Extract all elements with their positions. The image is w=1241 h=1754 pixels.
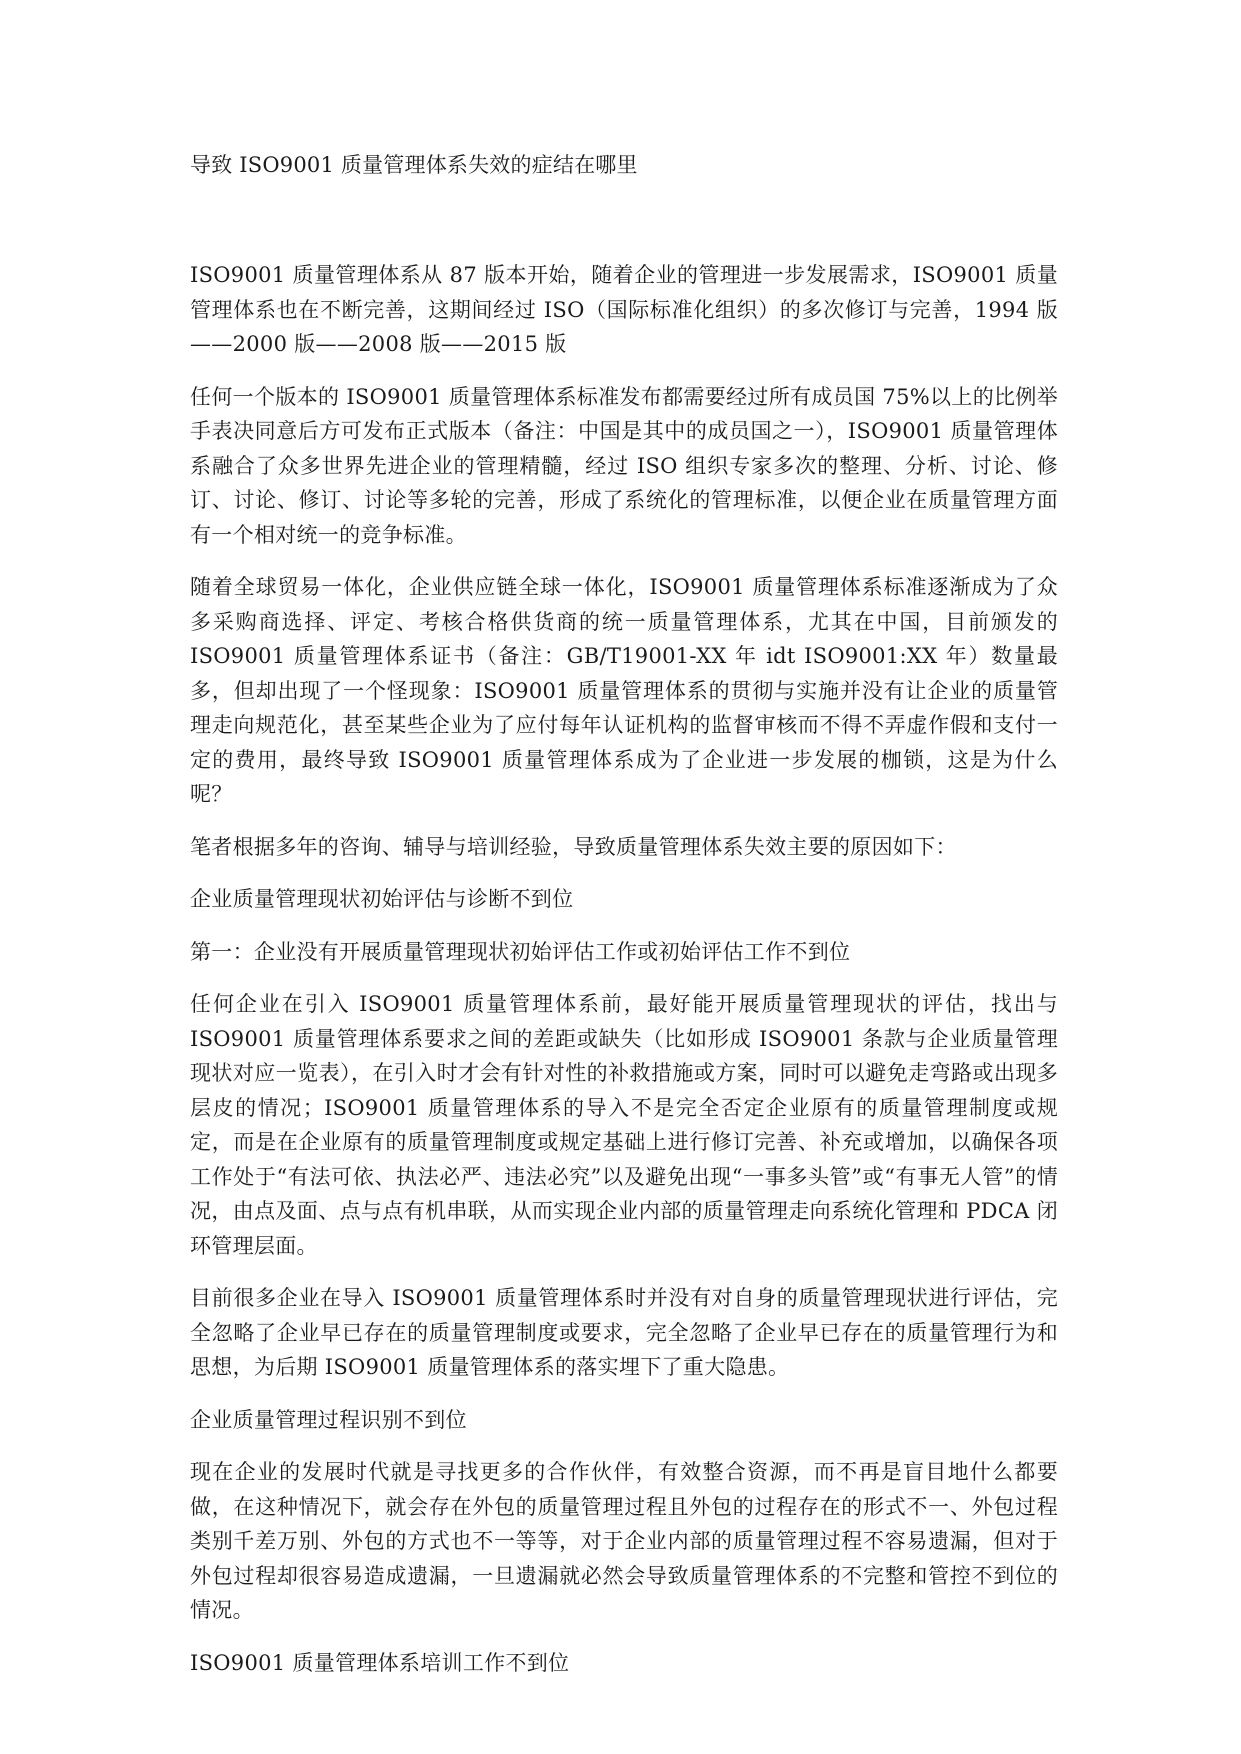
paragraph: 任何企业在引入 ISO9001 质量管理体系前，最好能开展质量管理现状的评估，找出与 ISO9001 质量管理体系要求之间的差距或缺失（比如形成 ISO9001 条款与企业质量管理现状对应一览表），在引入时才会有针对性的补救措施或方案，同时可以避免走弯路或出现多层皮的情况；ISO9001 质量管理体系的导入不是完全否定企业原有的质量管理制度或规定，而是在企业原有的质量管理制度或规定基础上进行修订完善、补充或增加，以确保各项工作处于“有法可依、执法必严、违法必究”以及避免出现“一事多头管”或“有事无人管”的情况，由点及面、点与点有机串联，从而实现企业内部的质量管理走向系统化管理和 PDCA 闭环管理层面。 xyxy=(190,992,1058,1258)
paragraph: 笔者根据多年的咨询、辅导与培训经验，导致质量管理体系失效主要的原因如下： xyxy=(190,834,957,859)
paragraph: 随着全球贸易一体化，企业供应链全球一体化，ISO9001 质量管理体系标准逐渐成为了众多采购商选择、评定、考核合格供货商的统一质量管理体系，尤其在中国，目前颁发的 ISO9001 质量管理体系证书（备注：GB/T19001-XX 年 idt ISO9001:XX 年）数量最多，但却出现了一个怪现象：ISO9001 质量管理体系的贯彻与实施并没有让企业的质量管理走向规范化，甚至某些企业为了应付每年认证机构的监督审核而不得不弄虚作假和支付一定的费用，最终导致 ISO9001 质量管理体系成为了企业进一步发展的枷锁，这是为什么呢？ xyxy=(190,575,1058,806)
document-content xyxy=(190,148,1058,1698)
paragraph: 目前很多企业在导入 ISO9001 质量管理体系时并没有对自身的质量管理现状进行评估，完全忽略了企业早已存在的质量管理制度或要求，完全忽略了企业早已存在的质量管理行为和思想，为后期 ISO9001 质量管理体系的落实埋下了重大隐患。 xyxy=(190,1286,1058,1379)
section-heading: 第一：企业没有开展质量管理现状初始评估工作或初始评估工作不到位 xyxy=(190,939,851,964)
document-title: 导致 ISO9001 质量管理体系失效的症结在哪里 xyxy=(190,153,638,177)
paragraph: 现在企业的发展时代就是寻找更多的合作伙伴，有效整合资源，而不再是盲目地什么都要做，在这种情况下，就会存在外包的质量管理过程且外包的过程存在的形式不一、外包过程类别千差万别、外包的方式也不一等等，对于企业内部的质量管理过程不容易遗漏，但对于外包过程却很容易造成遗漏，一旦遗漏就必然会导致质量管理体系的不完整和管控不到位的情况。 xyxy=(190,1460,1058,1622)
section-heading: 企业质量管理现状初始评估与诊断不到位 xyxy=(190,887,574,911)
paragraph: ISO9001 质量管理体系从 87 版本开始，随着企业的管理进一步发展需求，ISO9001 质量管理体系也在不断完善，这期间经过 ISO（国际标准化组织）的多次修订与完善，1994 版——2000 版——2008 版——2015 版 xyxy=(190,263,1058,356)
section-heading: 企业质量管理过程识别不到位 xyxy=(190,1407,467,1432)
section-heading: ISO9001 质量管理体系培训工作不到位 xyxy=(190,1650,570,1675)
paragraph: 任何一个版本的 ISO9001 质量管理体系标准发布都需要经过所有成员国 75%以上的比例举手表决同意后方可发布正式版本（备注：中国是其中的成员国之一），ISO9001 质量管理体系融合了众多世界先进企业的管理精髓，经过 ISO 组织专家多次的整理、分析、讨论、修订、讨论、修订、讨论等多轮的完善，形成了系统化的管理标准，以便企业在质量管理方面有一个相对统一的竞争标准。 xyxy=(190,384,1058,547)
document-body xyxy=(190,258,1058,1680)
